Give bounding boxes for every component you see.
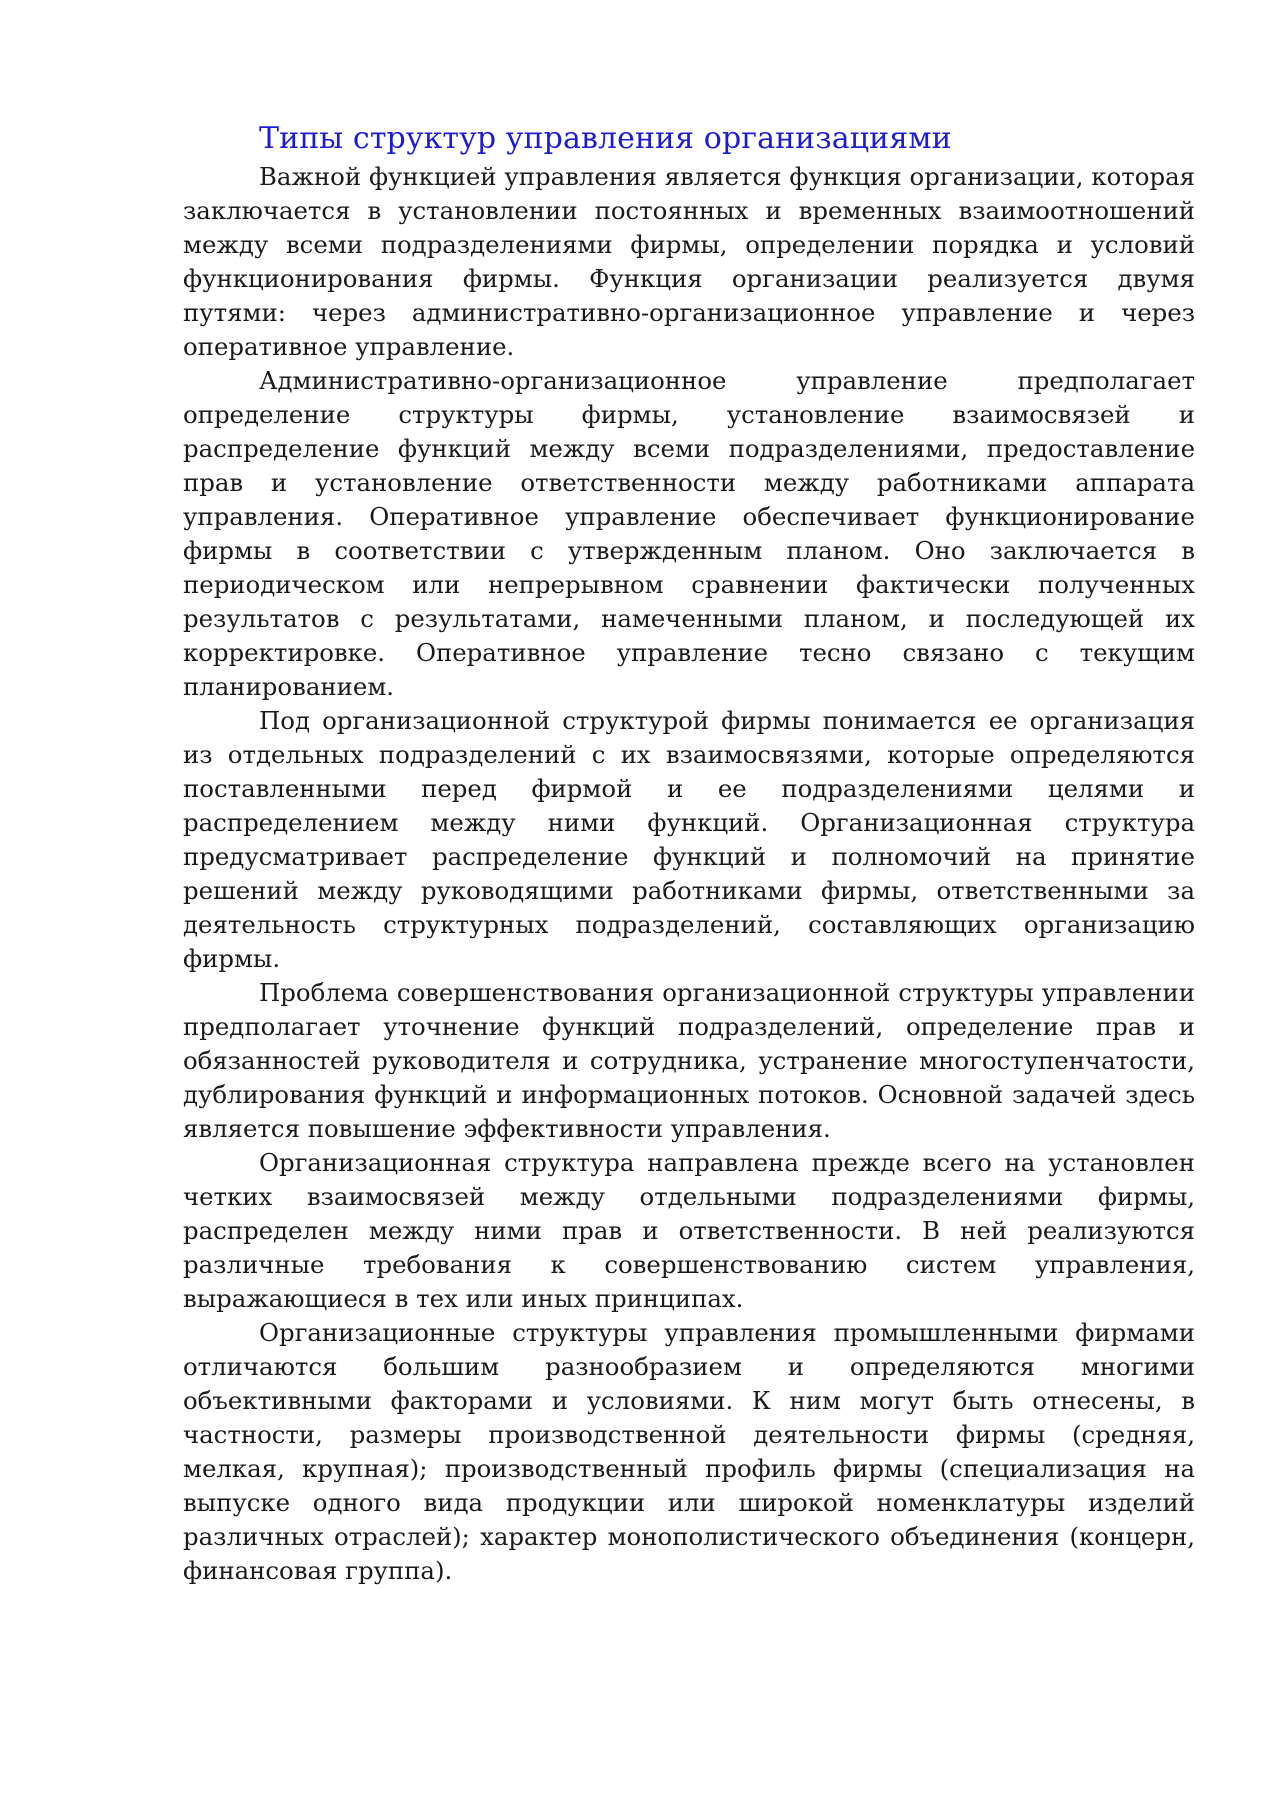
paragraph-6: Организационные структуры управления промышленными фирмами отличаются большим разнообразием и определяются многими объективными факторами и условиями. К ним могут быть отнесены, в частности, размеры производственной деятельности фирмы (средняя, мелкая, крупная); производственный профиль фирмы (специализация на выпуске одного вида продукции или широкой номенклатуры изделий различных отраслей); характер монополистического объединения (концерн, финансовая группа). [183, 1318, 1195, 1585]
paragraph-4: Проблема совершенствования организационной структуры управлении предполагает уточнение функций подразделений, определение прав и обязанностей руководителя и сотрудника, устранение многоступенчатости, дублирования функций и информационных потоков. Основной задачей здесь является повышение эффективности управления. [183, 978, 1195, 1143]
paragraph-2: Административно-организационное управление предполагает определение структуры фирмы, установление взаимосвязей и распределение функций между всеми подразделениями, предоставление прав и установление ответственности между работниками аппарата управления. Оперативное управление обеспечивает функционирование фирмы в соответствии с утвержденным планом. Оно заключается в периодическом или непрерывном сравнении фактически полученных результатов с результатами, намеченными планом, и последующей их корректировке. Оперативное управление тесно связано с текущим планированием. [183, 366, 1195, 701]
paragraph-5: Организационная структура направлена прежде всего на установлен четких взаимосвязей между отдельными подразделениями фирмы, распределен между ними прав и ответственности. В ней реализуются различные требования к совершенствованию систем управления, выражающиеся в тех или иных принципах. [183, 1148, 1195, 1313]
document-body [183, 118, 1195, 1588]
document-title: Типы структур управления организациями [259, 121, 952, 156]
paragraph-3: Под организационной структурой фирмы понимается ее организация из отдельных подразделений с их взаимосвязями, которые определяются поставленными перед фирмой и ее подразделениями целями и распределением между ними функций. Организационная структура предусматривает распределение функций и полномочий на принятие решений между руководящими работниками фирмы, ответственными за деятельность структурных подразделений, составляющих организацию фирмы. [183, 706, 1195, 973]
paragraph-1: Важной функцией управления является функция организации, которая заключается в установлении постоянных и временных взаимоотношений между всеми подразделениями фирмы, определении порядка и условий функционирования фирмы. Функция организации реализуется двумя путями: через административно-организационное управление и через оперативное управление. [183, 162, 1195, 361]
